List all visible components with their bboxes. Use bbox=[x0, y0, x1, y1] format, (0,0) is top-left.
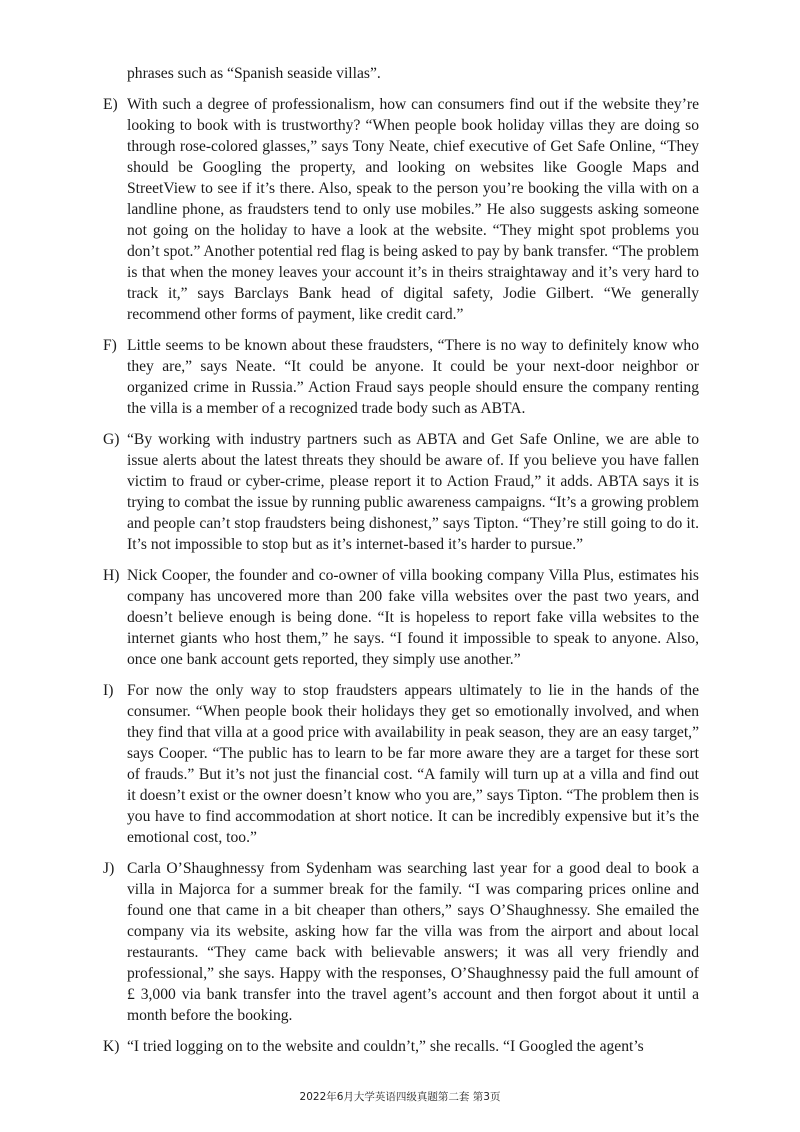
paragraph-text: Little seems to be known about these fraudsters, “There is no way to definitely know who they are,” says Neate. “It could be anyone. It could be your next-door neighbor or organized crime in Russia.” Action Fraud says people should ensure the company renting the villa is a member of a recognized trade body such as ABTA. bbox=[127, 337, 699, 417]
paragraph-label: J) bbox=[103, 860, 115, 877]
paragraph-text: Carla O’Shaughnessy from Sydenham was searching last year for a good deal to book a villa in Majorca for a summer break for the family. “I was comparing prices online and found one that came in a bit cheaper than others,” says O’Shaughnessy. She emailed the company via its website, asking how far the villa was from the airport and about local restaurants. “They came back with believable answers; it was all very friendly and professional,” she says. Happy with the responses, O’Shaughnessy paid the full amount of £ 3,000 via bank transfer into the travel agent’s account and then forgot about it until a month before the booking. bbox=[127, 860, 699, 1024]
page-footer: 2022年6月大学英语四级真题第二套 第3页 bbox=[299, 1091, 501, 1103]
paragraph-list bbox=[103, 94, 699, 1067]
paragraph-label: I) bbox=[103, 682, 114, 699]
paragraph-label: G) bbox=[103, 431, 120, 448]
paragraph-label: F) bbox=[103, 337, 117, 354]
paragraph-e bbox=[103, 94, 699, 325]
paragraph-i bbox=[103, 680, 699, 848]
lead-text: phrases such as “Spanish seaside villas”. bbox=[127, 65, 381, 82]
paragraph-text: “I tried logging on to the website and couldn’t,” she recalls. “I Googled the agent’s bbox=[127, 1038, 644, 1055]
paragraph-j bbox=[103, 858, 699, 1026]
paragraph-text: Nick Cooper, the founder and co-owner of villa booking company Villa Plus, estimates his company has uncovered more than 200 fake villa websites over the past two years, and doesn’t believe enough is being done. “It is hopeless to report fake villa websites to the internet giants who host them,” he says. “I found it impossible to speak to anyone. Also, once one bank account gets reported, they simply use another.” bbox=[127, 567, 699, 668]
paragraph-f bbox=[103, 335, 699, 419]
paragraph-k bbox=[103, 1036, 699, 1057]
paragraph-g bbox=[103, 429, 699, 555]
paragraph-label: K) bbox=[103, 1038, 120, 1055]
paragraph-label: H) bbox=[103, 567, 120, 584]
paragraph-text: With such a degree of professionalism, how can consumers find out if the website they’re looking to book with is trustworthy? “When people book holiday villas they are doing so through rose-colored glasses,” says Tony Neate, chief executive of Get Safe Online, “They should be Googling the property, and looking on websites like Google Maps and StreetView to see if it’s there. Also, speak to the person you’re booking the villa with on a landline phone, as fraudsters tend to only use mobiles.” He also suggests asking someone not going on the holiday to have a look at the website. “They might spot problems you don’t spot.” Another potential red flag is being asked to pay by bank transfer. “The problem is that when the money leaves your account it’s in theirs straightaway and it’s very hard to track it,” says Barclays Bank head of digital safety, Jodie Gilbert. “We generally recommend other forms of payment, like credit card.” bbox=[127, 96, 699, 323]
paragraph-text: For now the only way to stop fraudsters appears ultimately to lie in the hands of the consumer. “When people book their holidays they get so emotionally involved, and when they find that villa at a good price with availability in peak season, they are an easy target,” says Cooper. “The public has to learn to be far more aware they are a target for these sort of frauds.” But it’s not just the financial cost. “A family will turn up at a villa and find out it doesn’t exist or the owner doesn’t know who you are,” says Tipton. “The problem then is you have to find accommodation at short notice. It can be incredibly expensive but it’s the emotional cost, too.” bbox=[127, 682, 699, 846]
paragraph-label: E) bbox=[103, 96, 118, 113]
paragraph-h bbox=[103, 565, 699, 670]
paragraph-text: “By working with industry partners such as ABTA and Get Safe Online, we are able to issue alerts about the latest threats they should be aware of. If you believe you have fallen victim to fraud or cyber-crime, please report it to Action Fraud,” it adds. ABTA says it is trying to combat the issue by running public awareness campaigns. “It’s a growing problem and people can’t stop fraudsters being dishonest,” says Tipton. “They’re still going to do it. It’s not impossible to stop but as it’s internet-based it’s harder to pursue.” bbox=[127, 431, 699, 553]
